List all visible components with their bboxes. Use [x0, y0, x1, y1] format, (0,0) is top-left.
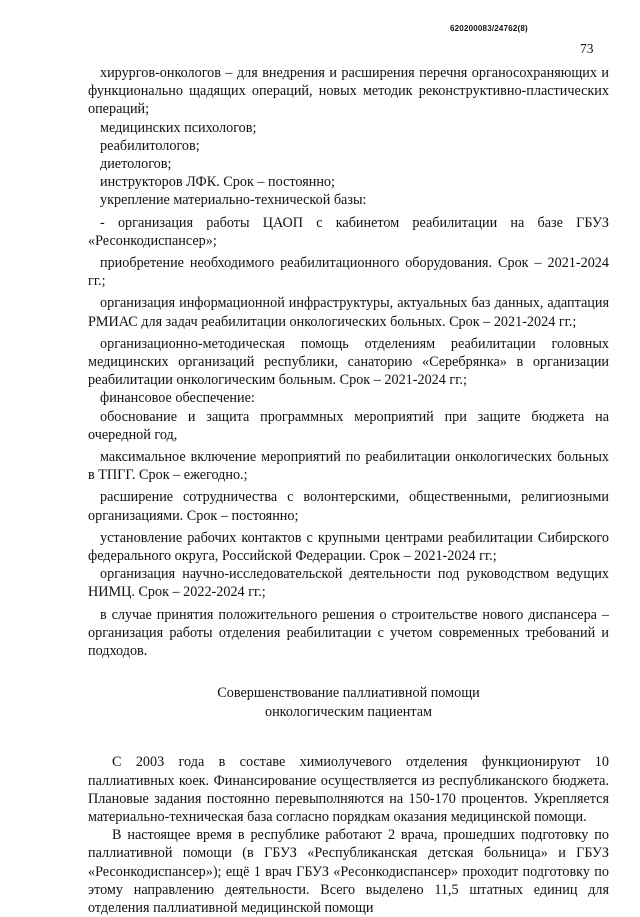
- paragraph: реабилитологов;: [100, 137, 200, 154]
- section-heading: [88, 684, 609, 722]
- paragraph: установление рабочих контактов с крупными центрами реабилитации Сибирского федерального округа, Российской Федерации. Срок – 2021-2024 гг.;: [88, 529, 609, 565]
- paragraph: расширение сотрудничества с волонтерскими, общественными, религиозными организациями. Срок – постоянно;: [88, 489, 609, 524]
- paragraph: диетологов;: [100, 156, 172, 173]
- paragraph: организация научно-исследовательской деятельности под руководством ведущих НИМЦ. Срок – 2022-2024 гг.;: [88, 566, 609, 601]
- paragraph: организационно-методическая помощь отделениям реабилитации головных медицинских организаций республики, санаторию «Серебрянка» в организации реабилитации онкологическим больным. Срок – 2021-2024 гг.;: [88, 335, 609, 389]
- paragraph: хирургов-онкологов – для внедрения и расширения перечня органосохраняющих и функционально щадящих операций, новых методик реконструктивно-пластических операций;: [88, 65, 609, 118]
- paragraph: максимальное включение мероприятий по реабилитации онкологических больных в ТПГГ. Срок – ежегодно.;: [88, 449, 609, 484]
- page-number: 73: [580, 41, 594, 56]
- paragraph: инструкторов ЛФК. Срок – постоянно;: [100, 174, 335, 191]
- paragraph: приобретение необходимого реабилитационного оборудования. Срок – 2021-2024 гг.;: [88, 255, 609, 290]
- section-heading-line: Совершенствование паллиативной помощи: [217, 685, 480, 702]
- paragraph: медицинских психологов;: [100, 119, 257, 136]
- paragraph: - организация работы ЦАОП с кабинетом реабилитации на базе ГБУЗ «Ресонкодиспансер»;: [88, 214, 609, 249]
- page-body: [88, 64, 609, 917]
- paragraph: организация информационной инфраструктуры, актуальных баз данных, адаптация РМИАС для задач реабилитации онкологических больных. Срок – 2021-2024 гг.;: [88, 295, 609, 330]
- section-heading-line: онкологическим пациентам: [264, 704, 433, 721]
- paragraph: В настоящее время в республике работают 2 врача, прошедших подготовку по паллиативной помощи (в ГБУЗ «Республиканская детская больница» и ГБУЗ «Ресонкодиспансер»); ещё 1 врач ГБУЗ «Ресонкодиспансер» проходит подготовку по этому направлению деятельности. Всего выделено 11,5 штатных единиц для отделения паллиативной медицинской помощи: [88, 827, 609, 916]
- paragraph: финансовое обеспечение:: [100, 390, 255, 407]
- paragraph: укрепление материально-технической базы:: [100, 192, 367, 209]
- paragraph: С 2003 года в составе химиолучевого отделения функционируют 10 паллиативных коек. Финансирование осуществляется из республиканского бюджета. Плановые задания постоянно перевыполняются на 150-170 процентов. Укрепляется материально-техническая база согласно порядкам оказания медицинской помощи.: [88, 754, 609, 825]
- paragraph: обоснование и защита программных мероприятий при защите бюджета на очередной год,: [88, 408, 609, 443]
- paragraph: в случае принятия положительного решения о строительстве нового диспансера – организация работы отделения реабилитации с учетом современных требований и подходов.: [88, 606, 609, 660]
- document-id: 620200083/24762(8): [450, 24, 528, 33]
